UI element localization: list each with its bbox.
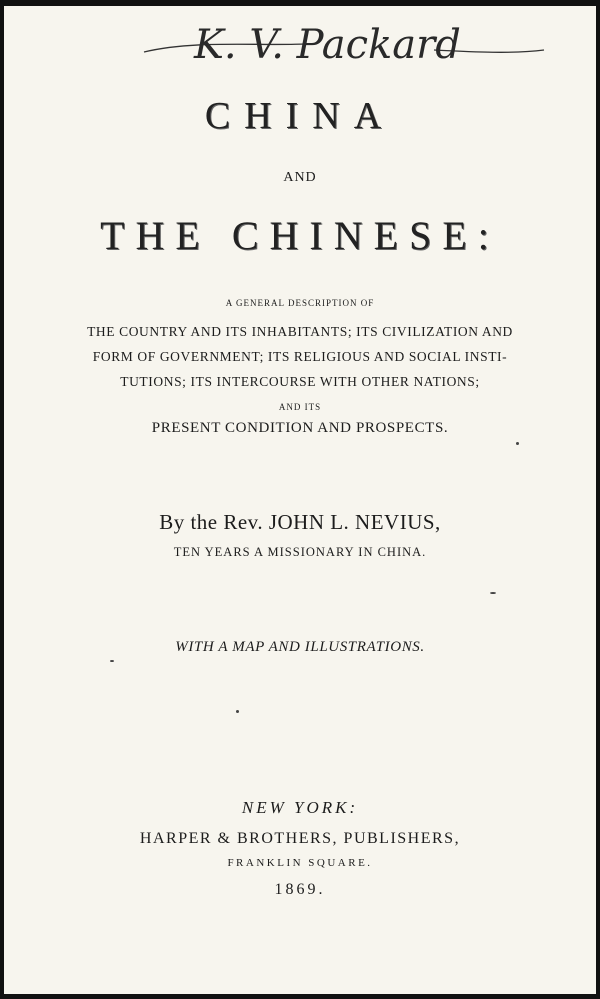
paper-speck [490, 592, 496, 594]
imprint-publisher: HARPER & BROTHERS, PUBLISHERS, [139, 830, 461, 847]
imprint-year: 1869. [274, 881, 326, 898]
description-line: TUTIONS; ITS INTERCOURSE WITH OTHER NATIONS; [120, 374, 480, 389]
description-intro: A GENERAL DESCRIPTION OF [225, 298, 375, 308]
title-china: CHINA [204, 95, 396, 137]
title-connector: AND [283, 170, 317, 185]
paper-speck [236, 710, 239, 713]
illustrations-note: WITH A MAP AND ILLUSTRATIONS. [175, 639, 425, 655]
description-line: THE COUNTRY AND ITS INHABITANTS; ITS CIVILIZATION AND [87, 324, 513, 339]
imprint-address: FRANKLIN SQUARE. [227, 857, 373, 869]
description-connector: AND ITS [278, 402, 322, 412]
description-line: FORM OF GOVERNMENT; ITS RELIGIOUS AND SOCIAL INSTI- [92, 349, 508, 364]
description-closing: PRESENT CONDITION AND PROSPECTS. [151, 420, 449, 436]
handwritten-signature [134, 10, 554, 80]
paper-speck [516, 442, 519, 445]
paper-speck [110, 660, 114, 662]
title-page [4, 6, 596, 994]
author-description: TEN YEARS A MISSIONARY IN CHINA. [173, 545, 427, 559]
svg-text:K. V. Packard: K. V. Packard [194, 22, 461, 68]
imprint-city: NEW YORK: [241, 798, 359, 817]
title-the-chinese: THE CHINESE: [100, 213, 500, 258]
author-byline: By the Rev. JOHN L. NEVIUS, [159, 510, 441, 534]
